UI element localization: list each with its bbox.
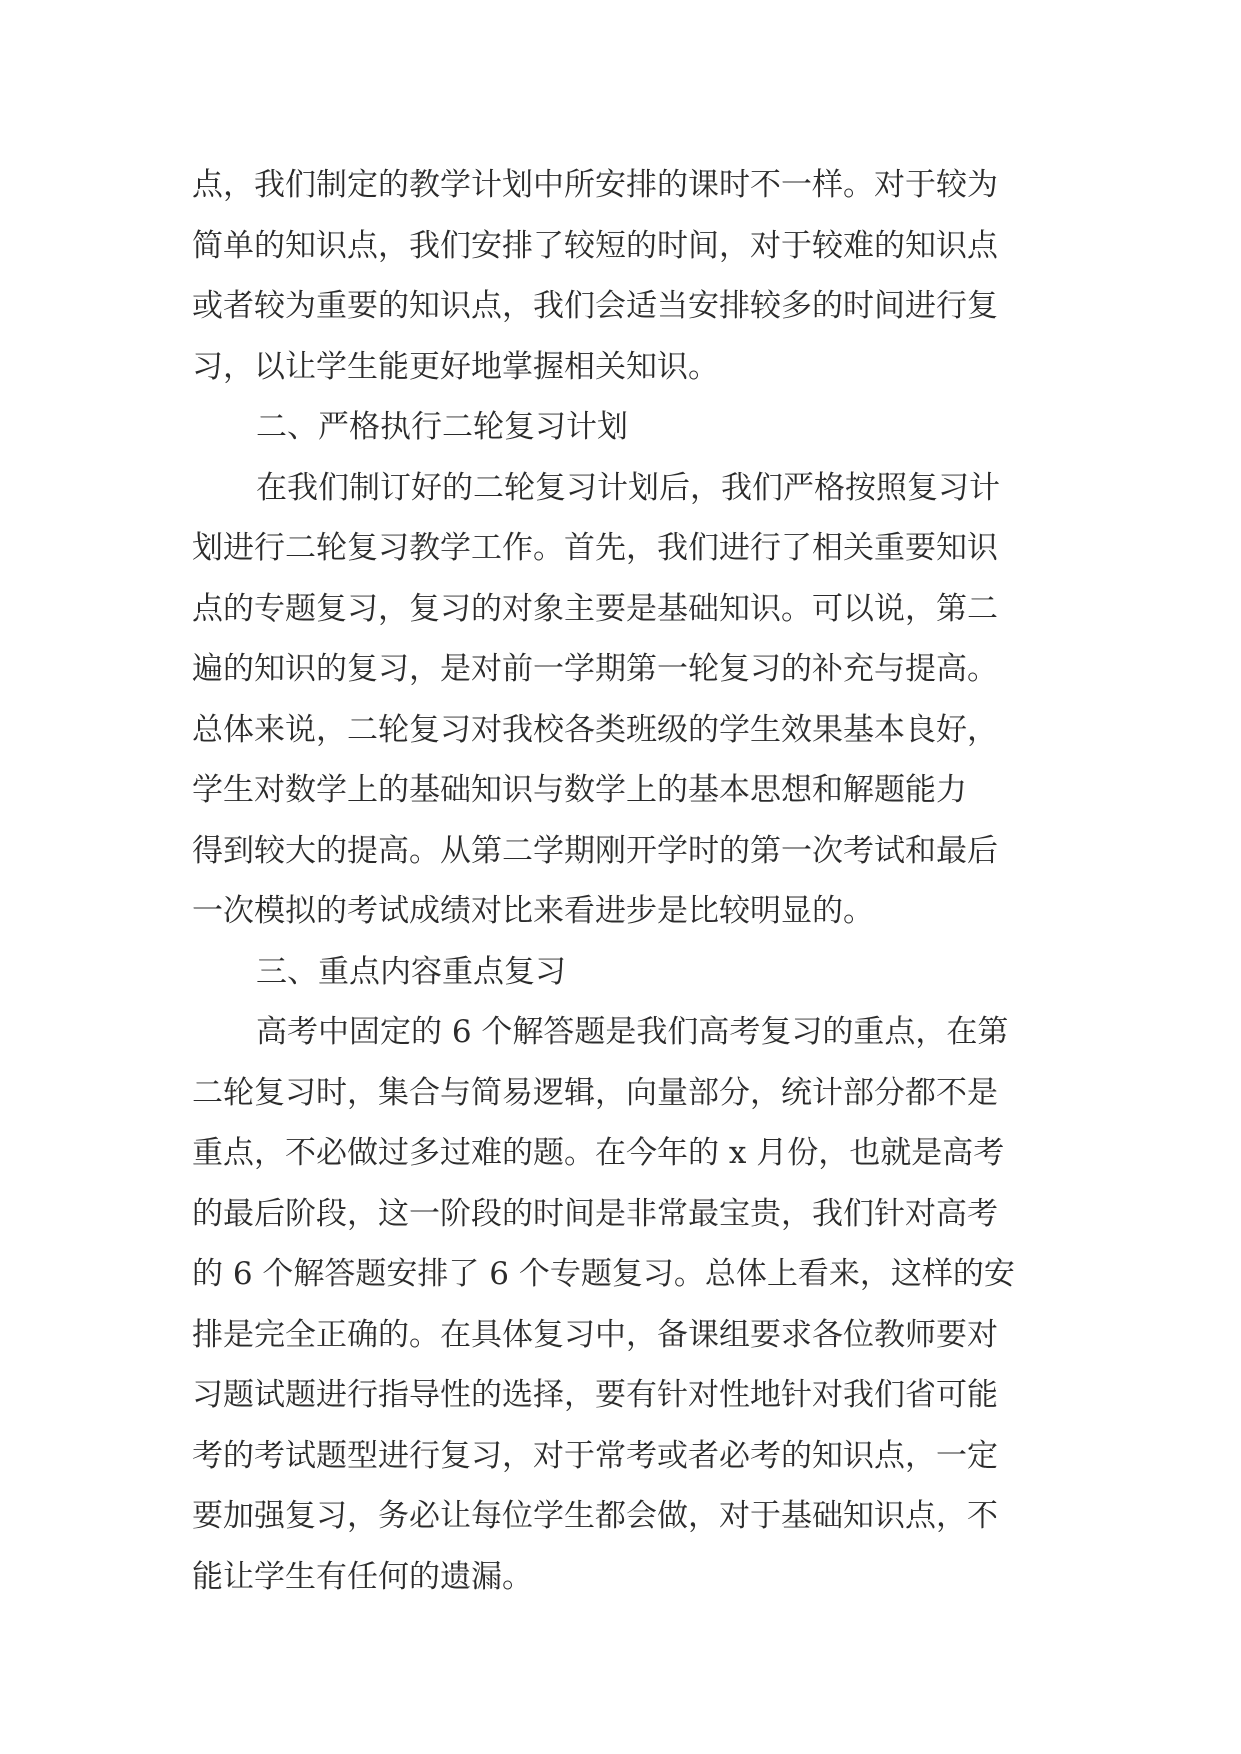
- text-line: 在我们制订好的二轮复习计划后，我们严格按照复习计: [256, 469, 1000, 506]
- text-line: 遍的知识的复习，是对前一学期第一轮复习的补充与提高。: [192, 651, 998, 687]
- text-line: 点的专题复习，复习的对象主要是基础知识。可以说，第二: [192, 590, 998, 627]
- text-line: 学生对数学上的基础知识与数学上的基本思想和解题能力: [192, 772, 967, 808]
- text-line: 一次模拟的考试成绩对比来看进步是比较明显的。: [192, 893, 874, 929]
- text-line: 的最后阶段，这一阶段的时间是非常最宝贵，我们针对高考: [192, 1195, 998, 1232]
- text-line: 重点，不必做过多过难的题。在今年的 x 月份，也就是高考: [192, 1135, 1005, 1171]
- text-line: 习题试题进行指导性的选择，要有针对性地针对我们省可能: [192, 1377, 998, 1413]
- text-line: 或者较为重要的知识点，我们会适当安排较多的时间进行复: [192, 288, 998, 324]
- text-line: 能让学生有任何的遗漏。: [192, 1558, 533, 1595]
- document-body: [192, 155, 1062, 1607]
- section-heading: 二、严格执行二轮复习计划: [256, 409, 628, 445]
- text-line: 得到较大的提高。从第二学期刚开学时的第一次考试和最后: [192, 832, 998, 869]
- text-line: 二轮复习时，集合与简易逻辑，向量部分，统计部分都不是: [192, 1074, 998, 1111]
- text-line: 习，以让学生能更好地掌握相关知识。: [192, 348, 719, 385]
- text-line: 的 6 个解答题安排了 6 个专题复习。总体上看来，这样的安: [192, 1256, 1015, 1292]
- text-line: 总体来说，二轮复习对我校各类班级的学生效果基本良好，: [192, 711, 998, 748]
- section-heading: 三、重点内容重点复习: [256, 953, 566, 990]
- text-line: 要加强复习，务必让每位学生都会做，对于基础知识点，不: [192, 1498, 998, 1534]
- text-line: 划进行二轮复习教学工作。首先，我们进行了相关重要知识: [192, 530, 998, 566]
- text-line: 排是完全正确的。在具体复习中，备课组要求各位教师要对: [192, 1316, 998, 1353]
- text-line: 点，我们制定的教学计划中所安排的课时不一样。对于较为: [192, 167, 998, 203]
- text-line: 简单的知识点，我们安排了较短的时间，对于较难的知识点: [192, 227, 998, 264]
- text-line: 考的考试题型进行复习，对于常考或者必考的知识点，一定: [192, 1437, 998, 1474]
- text-line: 高考中固定的 6 个解答题是我们高考复习的重点，在第: [256, 1014, 1009, 1050]
